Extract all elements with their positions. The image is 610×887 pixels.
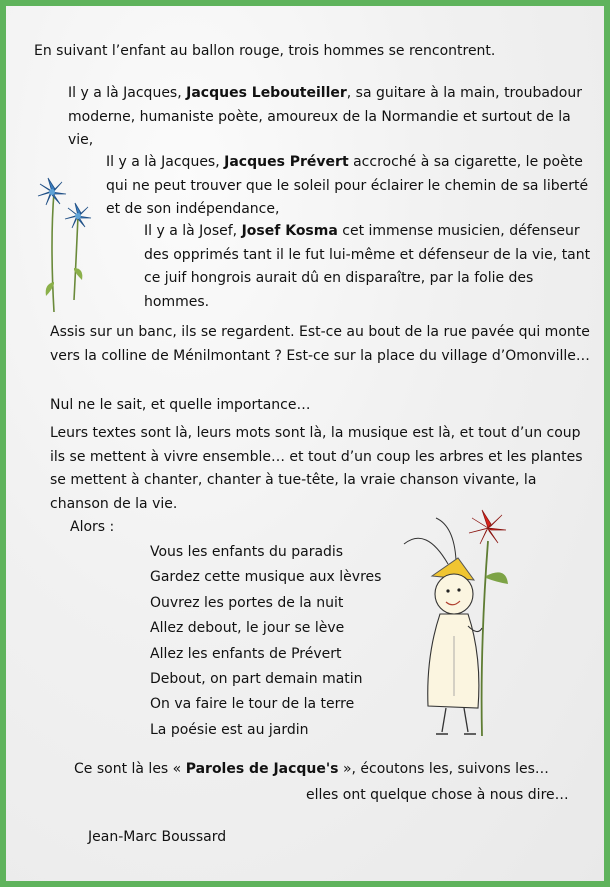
paragraph-jacques-prevert — [106, 151, 598, 222]
document-page — [6, 6, 604, 881]
name-josef-kosma: Josef Kosma — [241, 223, 338, 239]
child-with-flower-illustration — [396, 496, 536, 746]
text: Il y a là Josef, — [144, 223, 242, 239]
poem-line: Allez les enfants de Prévert — [150, 646, 342, 662]
poem-line: On va faire le tour de la terre — [150, 696, 355, 712]
poem-line: Gardez cette musique aux lèvres — [150, 569, 382, 585]
poem-line: La poésie est au jardin — [150, 722, 309, 738]
intro-line: En suivant l’enfant au ballon rouge, trois hommes se rencontrent. — [34, 43, 496, 59]
poem-line: Allez debout, le jour se lève — [150, 620, 345, 636]
text: accroché à sa cigarette, le poète qui ne peut trouver que le soleil pour éclairer le chemin de sa liberté et de son indépendance, — [106, 154, 589, 217]
text: », écoutons les, suivons les… — [338, 761, 549, 777]
paragraph-jacques-lebouteiller — [68, 82, 598, 153]
name-jacques-prevert: Jacques Prévert — [224, 154, 349, 170]
paragraph-josef-kosma — [144, 220, 596, 314]
paroles-line-2: elles ont quelque chose à nous dire… — [306, 787, 569, 803]
paragraph-nul: Nul ne le sait, et quelle importance… — [50, 397, 311, 413]
signature: Jean-Marc Boussard — [88, 829, 227, 845]
alors-label: Alors : — [70, 519, 115, 535]
poem-line: Vous les enfants du paradis — [150, 544, 344, 560]
paragraph-textes: Leurs textes sont là, leurs mots sont là, la musique est là, et tout d’un coup ils se mettent à vivre ensemble… et tout d’un coup les arbres et les plantes se mettent à chanter, chanter à tue-tête, la vraie chanson vivante, la chanson de la vie. — [50, 425, 583, 512]
text: Il y a là Jacques, — [106, 154, 225, 170]
paragraph-banc: Assis sur un banc, ils se regardent. Est-ce au bout de la rue pavée qui monte vers la colline de Ménilmontant ? Est-ce sur la place du village d’Omonville… — [50, 324, 590, 364]
text: cet immense musicien, défenseur des opprimés tant il le fut lui-même et défenseur de la vie, tant ce juif hongrois aurait dû en disparaître, par la folie des hommes. — [144, 223, 591, 310]
blue-flowers-illustration — [32, 172, 102, 322]
poem-line: Ouvrez les portes de la nuit — [150, 595, 344, 611]
text: Il y a là Jacques, — [68, 85, 187, 101]
text: Ce sont là les « — [74, 761, 186, 777]
poem-line: Debout, on part demain matin — [150, 671, 363, 687]
paroles-line — [74, 758, 549, 782]
text: , sa guitare à la main, troubadour moderne, humaniste poète, amoureux de la Normandie et surtout de la vie, — [68, 85, 582, 148]
name-jacques-lebouteiller: Jacques Lebouteiller — [186, 85, 347, 101]
paroles-title: Paroles de Jacque's — [185, 761, 339, 777]
